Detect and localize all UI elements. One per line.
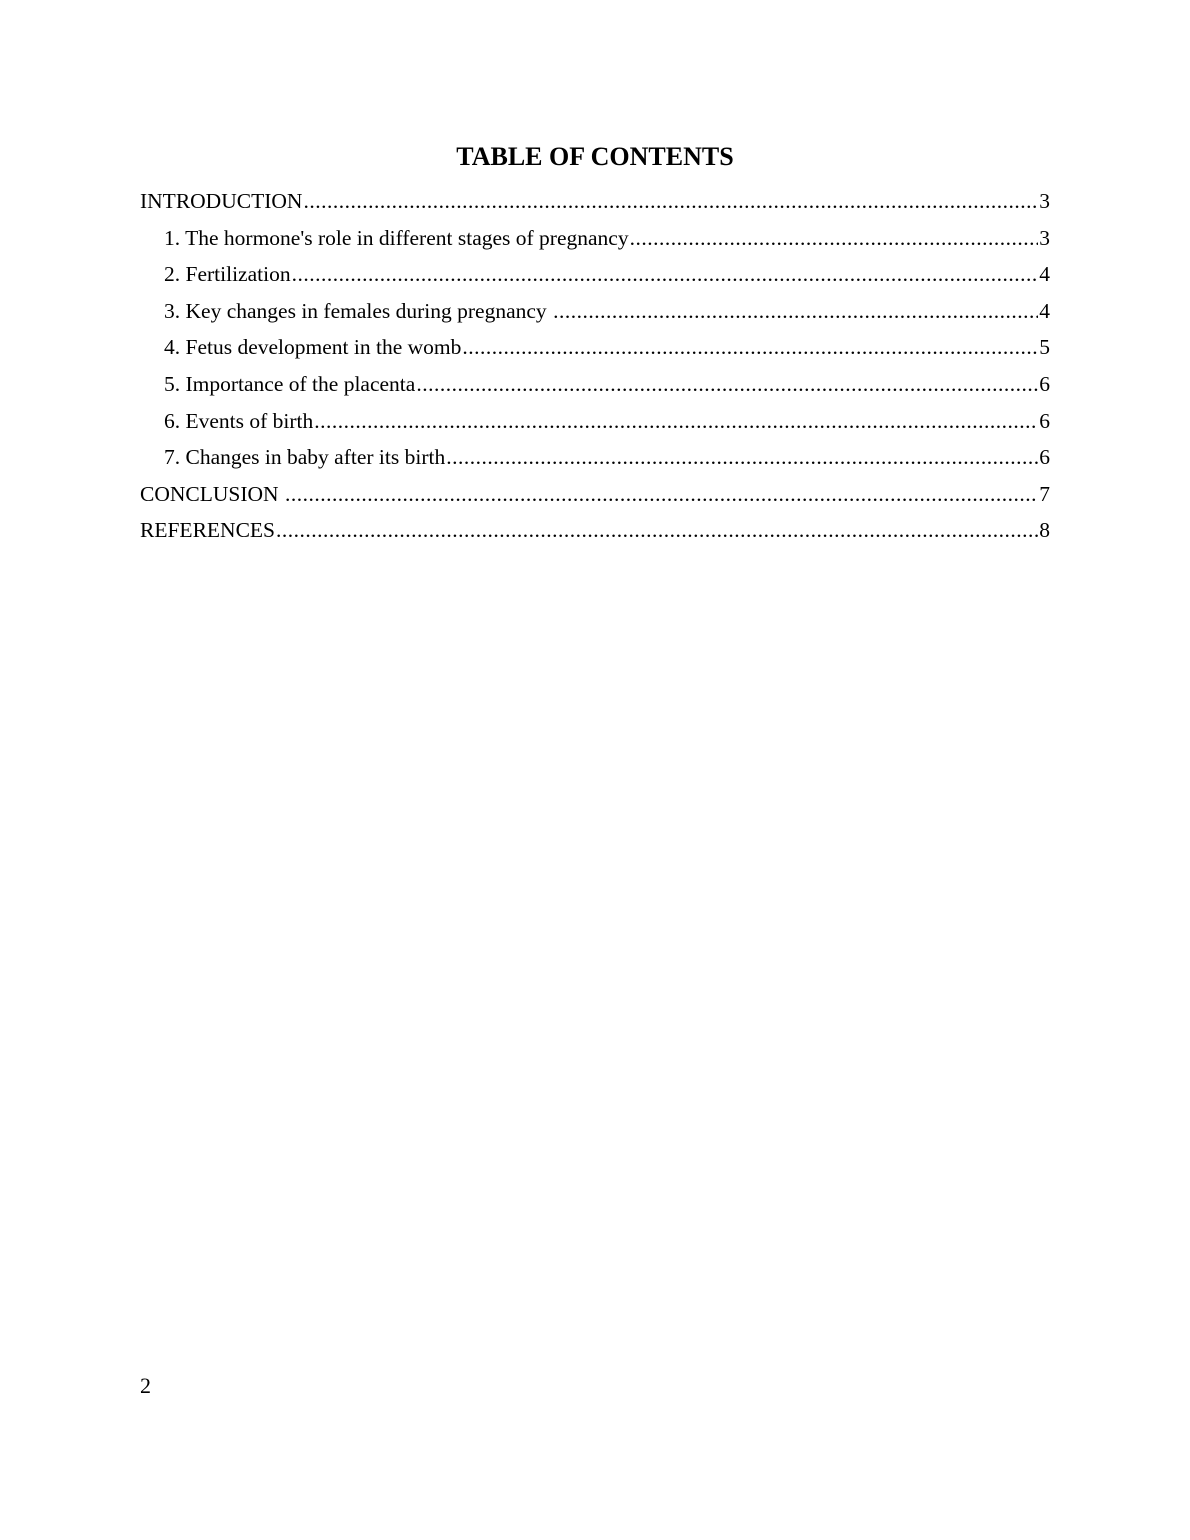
toc-entry-label: 6. Events of birth [164, 403, 314, 439]
toc-dot-leader [630, 220, 1039, 256]
toc-entry-page: 6 [1039, 408, 1050, 433]
toc-dot-leader [303, 183, 1038, 219]
toc-entry-fertilization[interactable] [140, 256, 1050, 293]
toc-list [140, 183, 1050, 549]
toc-dot-leader [416, 366, 1038, 402]
toc-entry-hormone-role[interactable] [140, 220, 1050, 257]
toc-entry-page: 6 [1039, 371, 1050, 396]
toc-entry-page: 7 [1039, 481, 1050, 506]
toc-entry-label: 5. Importance of the placenta [164, 366, 416, 402]
toc-entry-page: 4 [1039, 262, 1050, 287]
toc-entry-label: 2. Fertilization [164, 256, 292, 292]
toc-entry-placenta[interactable] [140, 366, 1050, 403]
toc-entry-conclusion[interactable] [140, 476, 1050, 513]
toc-entry-page: 8 [1039, 518, 1050, 543]
toc-entry-label: REFERENCES [140, 512, 276, 548]
toc-entry-page: 3 [1039, 189, 1050, 213]
toc-entry-page: 3 [1039, 225, 1050, 250]
toc-entry-label: 7. Changes in baby after its birth [164, 439, 446, 475]
toc-entry-label: 3. Key changes in females during pregnancy [164, 293, 553, 329]
toc-entry-references[interactable] [140, 512, 1050, 549]
toc-dot-leader [462, 329, 1038, 365]
toc-entry-label: 1. The hormone's role in different stages of pregnancy [164, 220, 630, 256]
toc-dot-leader [553, 293, 1038, 329]
toc-entry-page: 6 [1039, 445, 1050, 470]
toc-entry-page: 4 [1039, 298, 1050, 323]
toc-dot-leader [446, 439, 1038, 475]
toc-dot-leader [276, 512, 1038, 548]
toc-entry-introduction[interactable] [140, 183, 1050, 220]
toc-entry-fetus-development[interactable] [140, 329, 1050, 366]
toc-entry-baby-changes[interactable] [140, 439, 1050, 476]
toc-dot-leader [285, 476, 1038, 512]
toc-entry-events-of-birth[interactable] [140, 403, 1050, 440]
toc-dot-leader [314, 403, 1038, 439]
toc-entry-page: 5 [1039, 335, 1050, 360]
toc-title: TABLE OF CONTENTS [456, 142, 734, 171]
toc-entry-label: 4. Fetus development in the womb [164, 329, 462, 365]
toc-dot-leader [292, 256, 1039, 292]
toc-entry-key-changes[interactable] [140, 293, 1050, 330]
toc-entry-label: CONCLUSION [140, 476, 285, 512]
page-number: 2 [140, 1373, 151, 1398]
toc-entry-label: INTRODUCTION [140, 183, 303, 219]
